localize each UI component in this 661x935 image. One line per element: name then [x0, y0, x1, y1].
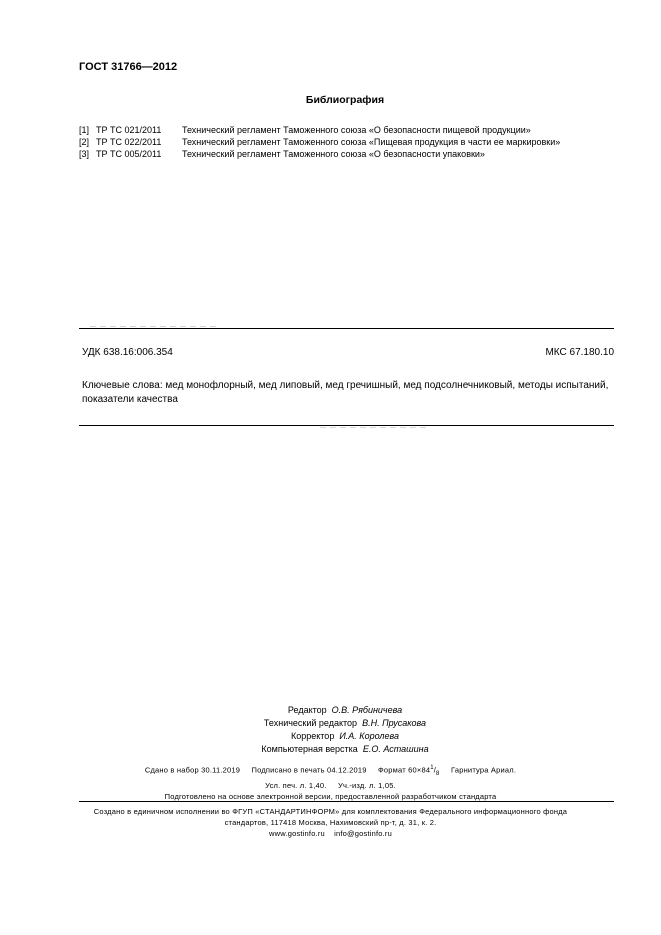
format-subscript: 8 — [436, 771, 440, 777]
mks-code: МКС 67.180.10 — [545, 347, 614, 358]
editor-name: О.В. Рябиничева — [331, 705, 403, 715]
entry-number: [1] — [79, 125, 90, 135]
entry-text: Технический регламент Таможенного союза «Пищевая продукция в части ее маркировки» — [182, 137, 561, 147]
tech-editor-label: Технический редактор — [263, 718, 358, 728]
divider-top — [79, 328, 614, 329]
bibliography-entry — [79, 124, 560, 136]
proofreader-line — [0, 730, 661, 743]
scan-artifact — [320, 427, 430, 428]
publisher-contacts — [0, 828, 661, 839]
entry-code: ТР ТС 005/2011 — [96, 149, 162, 159]
proofreader-name: И.А. Королева — [339, 731, 399, 741]
proofreader-label: Корректор — [290, 731, 335, 741]
print-info-line3: Подготовлено на основе электронной версии, предоставленной разработчиком стандарта — [164, 792, 497, 801]
print-info-line1: Сдано в набор 30.11.2019 Подписано в печать 04.12.2019 Формат $60\times 84^1/_8$ Гарнитура Ариал. — [144, 765, 517, 777]
publisher-line1: Создано в единичном исполнении во ФГУП «СТАНДАРТИНФОРМ» для комплектования Федерального информационного фонда — [93, 807, 568, 816]
entry-text: Технический регламент Таможенного союза «О безопасности пищевой продукции» — [182, 125, 531, 135]
bibliography-entry — [79, 136, 560, 148]
entry-code: ТР ТС 022/2011 — [96, 137, 162, 147]
divider-footer — [79, 801, 614, 802]
tech-editor-line — [0, 717, 661, 730]
website-link[interactable]: www.gostinfo.ru — [268, 829, 325, 838]
layout-label: Компьютерная верстка — [261, 744, 358, 754]
entry-number: [3] — [79, 149, 90, 159]
print-info — [0, 763, 661, 802]
editor-line — [0, 704, 661, 717]
standard-code: ГОСТ 31766—2012 — [79, 61, 178, 73]
print-info-line2: Усл. печ. л. 1,40. Уч.-изд. л. 1,05. — [265, 781, 396, 790]
typeface-info: Гарнитура Ариал. — [439, 765, 517, 775]
scan-artifact — [90, 326, 220, 327]
bibliography-title: Библиография — [305, 94, 385, 106]
entry-code: ТР ТС 021/2011 — [96, 125, 162, 135]
keywords: Ключевые слова: мед монофлорный, мед липовый, мед гречишный, мед подсолнечниковый, методы испытаний, показатели качества — [82, 380, 609, 405]
bibliography-list — [79, 124, 560, 160]
publisher-line2: стандартов, 117418 Москва, Нахимовский пр-т, д. 31, к. 2. — [224, 818, 437, 827]
entry-text: Технический регламент Таможенного союза «О безопасности упаковки» — [182, 149, 485, 159]
format-superscript: 1 — [430, 765, 434, 771]
email-link[interactable]: info@gostinfo.ru — [334, 829, 393, 838]
editor-label: Редактор — [287, 705, 327, 715]
publisher-info — [0, 806, 661, 839]
print-dates: Сдано в набор 30.11.2019 Подписано в печать 04.12.2019 Формат 60×84 — [144, 765, 431, 775]
layout-line — [0, 743, 661, 756]
layout-name: Е.О. Асташина — [362, 744, 429, 754]
udk-code: УДК 638.16:006.354 — [82, 347, 173, 358]
bibliography-entry — [79, 148, 560, 160]
tech-editor-name: В.Н. Прусакова — [362, 718, 427, 728]
entry-number: [2] — [79, 137, 90, 147]
staff-credits — [0, 704, 661, 756]
divider-bottom — [79, 425, 614, 426]
